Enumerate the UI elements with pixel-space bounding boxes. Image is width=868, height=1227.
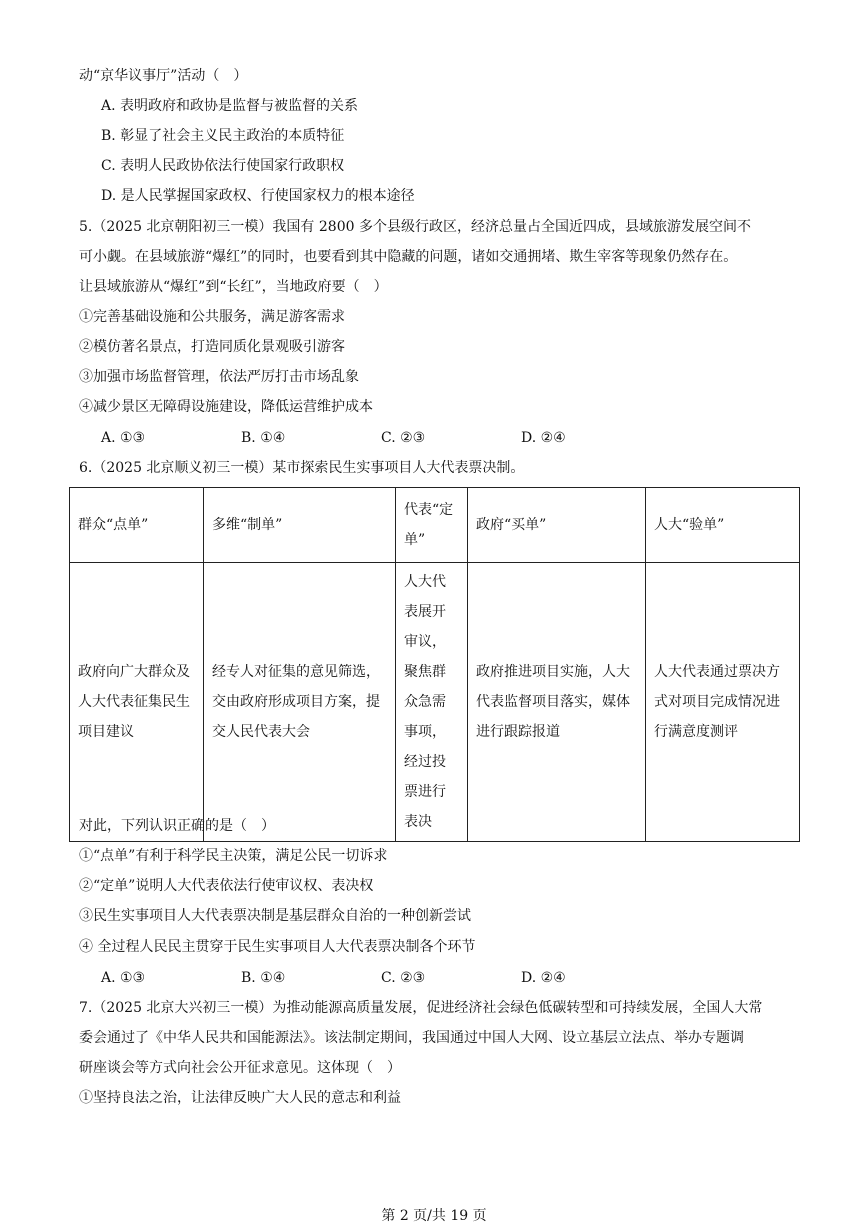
q5-choice-a: A. ①③ [101, 430, 146, 446]
table-row [70, 563, 800, 842]
q6-item-3: ③民生实事项目人大代表票决制是基层群众自治的一种创新尝试 [79, 908, 471, 924]
q6-choice-c: C. ②③ [381, 970, 426, 986]
q5-stem-line-2: 可小觑。在县域旅游“爆红”的同时，也要看到其中隐藏的问题，诸如交通拥堵、欺生宰客等现象仍然存在。 [79, 249, 738, 265]
q4-option-b: B. 彰显了社会主义民主政治的本质特征 [101, 128, 345, 144]
table-header-cell: 人大“验单” [646, 488, 800, 563]
q7-stem-line-3: 研座谈会等方式向社会公开征求意见。这体现（ ） [79, 1060, 401, 1076]
q5-item-1: ①完善基础设施和公共服务，满足游客需求 [79, 309, 345, 325]
q6-stem: 6.（2025 北京顺义初三一模）某市探索民生实事项目人大代表票决制。 [79, 460, 525, 476]
q6-item-4: ④ 全过程人民民主贯穿于民生实事项目人大代表票决制各个环节 [79, 939, 476, 955]
q6-choices [101, 968, 661, 988]
q5-choice-d: D. ②④ [521, 430, 566, 446]
q4-stem-tail: 动“京华议事厅”活动（ ） [79, 68, 248, 84]
q6-item-1: ①“点单”有利于科学民主决策，满足公民一切诉求 [79, 848, 388, 864]
q4-option-a: A. 表明政府和政协是监督与被监督的关系 [101, 98, 359, 114]
table-cell: 人大代表展开审议，聚焦群众急需事项，经过投票进行表决 [396, 563, 468, 842]
table-header-cell: 代表“定单” [396, 488, 468, 563]
q5-item-3: ③加强市场监督管理，依法严厉打击市场乱象 [79, 369, 359, 385]
table-cell: 人大代表通过票决方式对项目完成情况进行满意度测评 [646, 563, 800, 842]
q6-question: 对此，下列认识正确的是（ ） [79, 818, 275, 834]
q6-choice-a: A. ①③ [101, 970, 146, 986]
table-cell: 政府推进项目实施，人大代表监督项目落实，媒体进行跟踪报道 [468, 563, 646, 842]
q5-choice-b: B. ①④ [241, 430, 286, 446]
q6-choice-d: D. ②④ [521, 970, 566, 986]
table-header-row [70, 488, 800, 563]
q7-stem-line-2: 委会通过了《中华人民共和国能源法》。该法制定期间，我国通过中国人大网、设立基层立法点、举办专题调 [79, 1030, 744, 1046]
table-cell: 政府向广大群众及人大代表征集民生项目建议 [70, 563, 204, 842]
q6-table [69, 487, 800, 842]
q7-item-1: ①坚持良法之治，让法律反映广大人民的意志和利益 [79, 1090, 401, 1106]
table-cell: 经专人对征集的意见筛选，交由政府形成项目方案，提交人民代表大会 [204, 563, 396, 842]
q4-option-c: C. 表明人民政协依法行使国家行政职权 [101, 158, 345, 174]
page-number: 第 2 页/共 19 页 [381, 1208, 487, 1224]
q6-choice-b: B. ①④ [241, 970, 286, 986]
q5-choice-c: C. ②③ [381, 430, 426, 446]
table-header-cell: 多维“制单” [204, 488, 396, 563]
table-header-cell: 政府“买单” [468, 488, 646, 563]
q5-stem-line-1: 5.（2025 北京朝阳初三一模）我国有 2800 多个县级行政区，经济总量占全国近四成，县域旅游发展空间不 [79, 219, 751, 235]
q7-stem-line-1: 7.（2025 北京大兴初三一模）为推动能源高质量发展，促进经济社会绿色低碳转型和可持续发展，全国人大常 [79, 1000, 763, 1016]
q4-option-d: D. 是人民掌握国家政权、行使国家权力的根本途径 [101, 188, 415, 204]
q5-item-4: ④减少景区无障碍设施建设，降低运营维护成本 [79, 399, 373, 415]
q5-item-2: ②模仿著名景点，打造同质化景观吸引游客 [79, 339, 345, 355]
q6-item-2: ②“定单”说明人大代表依法行使审议权、表决权 [79, 878, 374, 894]
q5-choices [101, 428, 661, 448]
table-header-cell: 群众“点单” [70, 488, 204, 563]
q5-stem-line-3: 让县域旅游从“爆红”到“长红”，当地政府要（ ） [79, 279, 388, 295]
